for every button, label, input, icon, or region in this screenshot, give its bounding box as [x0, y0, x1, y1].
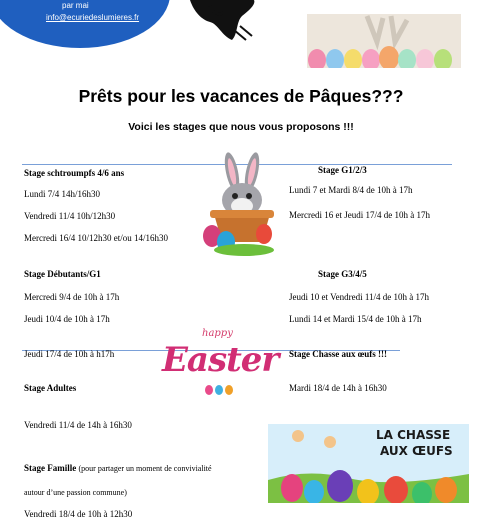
stage-g123-title: Stage G1/2/3 [318, 165, 367, 175]
schedule-line: Vendredi 18/4 de 10h à 12h30 [24, 509, 133, 519]
email-link[interactable]: info@ecuriedeslumieres.fr [46, 13, 140, 22]
stage-famille-row [24, 463, 212, 473]
contact-label: par mai [62, 1, 89, 10]
schedule-line: Lundi 7 et Mardi 8/4 de 10h à 17h [289, 185, 413, 195]
easter-eggs-banner-image [307, 14, 461, 68]
easter-bunny-image [196, 152, 292, 262]
schedule-line: Mercredi 9/4 de 10h à 17h [24, 292, 120, 302]
page-title: Prêts pour les vacances de Pâques??? [78, 86, 404, 106]
schedule-line: Mercredi 16 et Jeudi 17/4 de 10h à 17h [289, 210, 430, 220]
schedule-line: Mardi 18/4 de 14h à 16h30 [289, 383, 387, 393]
schedule-line: Jeudi 17/4 de 10h à h17h [24, 349, 115, 359]
stage-debutants-title: Stage Débutants/G1 [24, 269, 101, 279]
stage-adultes-title: Stage Adultes [24, 383, 77, 393]
schedule-line: Jeudi 10 et Vendredi 11/4 de 10h à 17h [289, 292, 429, 302]
chasse-image-line2: AUX ŒUFS [380, 444, 453, 458]
chasse-aux-oeufs-image [268, 424, 469, 503]
chasse-image-line1: LA CHASSE [376, 428, 451, 442]
schedule-line: Jeudi 10/4 de 10h à 17h [24, 314, 110, 324]
happy-easter-logo [160, 328, 282, 398]
logo-eggs-icon [204, 384, 234, 396]
horse-sketch-image [180, 0, 266, 44]
logo-happy-text: happy [202, 328, 233, 339]
schedule-line: Vendredi 11/4 de 14h à 16h30 [24, 420, 132, 430]
stage-chasse-title: Stage Chasse aux œufs !!! [289, 349, 388, 359]
logo-easter-text: Easter [162, 340, 279, 380]
schedule-line: Lundi 14 et Mardi 15/4 de 10h à 17h [289, 314, 422, 324]
page-subtitle: Voici les stages que nous vous proposons !!! [128, 121, 354, 133]
schedule-line: Mercredi 16/4 10/12h30 et/ou 14/16h30 [24, 233, 168, 243]
schedule-line: Vendredi 11/4 10h/12h30 [24, 211, 116, 221]
schedule-line: Lundi 7/4 14h/16h30 [24, 189, 100, 199]
stage-famille-note: (pour partager un moment de convivialité [78, 464, 212, 473]
stage-schtroumpfs-title: Stage schtroumpfs 4/6 ans [24, 168, 125, 178]
stage-famille-note-2: autour d’une passion commune) [24, 488, 127, 497]
stage-famille-title: Stage Famille [24, 463, 77, 473]
stage-g345-title: Stage G3/4/5 [318, 269, 367, 279]
